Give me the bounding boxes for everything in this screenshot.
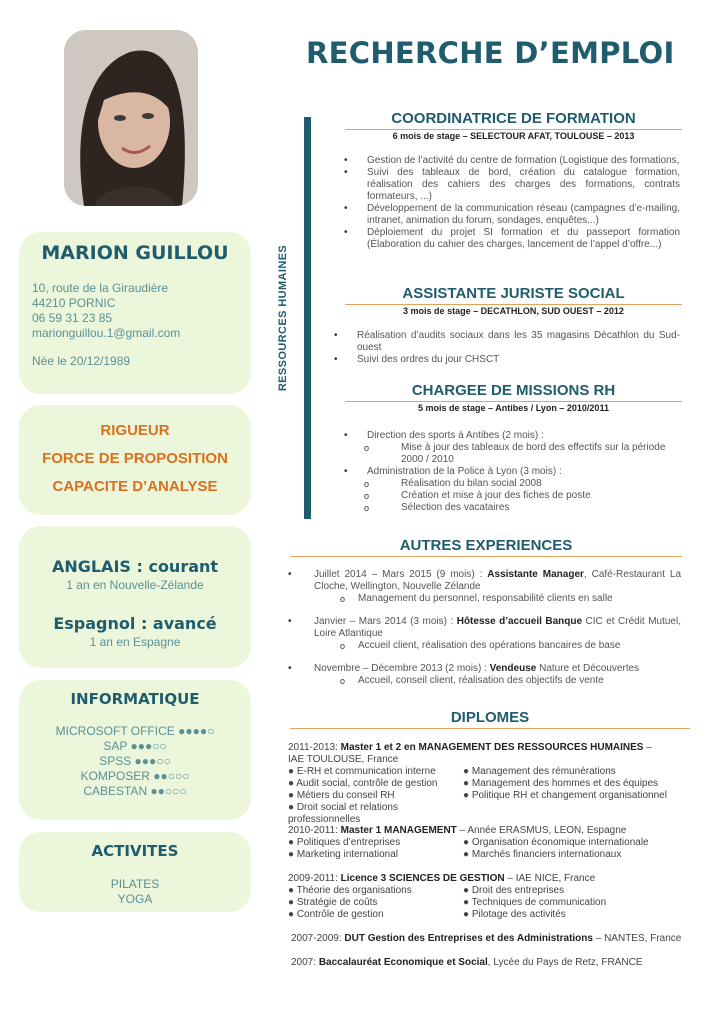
profile-photo: [64, 30, 198, 206]
language-spanish: Espagnol : avancé: [53, 614, 217, 633]
experience-dates: Novembre – Décembre 2013 (2 mois) :: [314, 663, 490, 674]
course-item: ● E-RH et communication interne: [288, 766, 436, 777]
contact-info: [32, 281, 180, 341]
job-1-bullets: [340, 155, 680, 251]
activity-item: YOGA: [117, 892, 153, 906]
job-1-header: [345, 110, 682, 141]
experience-detail: o Accueil client, réalisation des opérations bancaires de base: [288, 640, 681, 652]
course-item: ● Contrôle de gestion: [288, 909, 384, 920]
course-item: ● Management des rémunérations: [463, 766, 616, 777]
course-item: ● Métiers du conseil RH: [288, 790, 395, 801]
autres-header: [290, 537, 682, 557]
address-line-2: 44210 PORNIC: [32, 296, 116, 310]
diploma-name: Master 1 et 2 en MANAGEMENT DES RESSOURCES HUMAINES: [340, 742, 644, 753]
list-subitem: o Création et mise à jour des fiches de poste: [364, 490, 680, 502]
diploma-name: Master 1 MANAGEMENT: [340, 825, 457, 836]
diploma-name: Baccalauréat Economique et Social: [318, 957, 488, 968]
profile-card: [19, 232, 251, 394]
experience-dates: Janvier – Mars 2014 (3 mois) :: [314, 616, 457, 627]
it-skill: KOMPOSER ●●○○○: [80, 769, 190, 783]
activites-title: ACTIVITES: [91, 842, 179, 860]
language-english: ANGLAIS : courant: [51, 557, 219, 576]
course-item: ● Théorie des organisations: [288, 885, 412, 896]
experience-role: Assistante Manager: [487, 569, 584, 580]
experience-place: Nature et Découvertes: [536, 663, 640, 674]
birth-date: Née le 20/12/1989: [32, 354, 131, 368]
course-item: ● Politique RH et changement organisationnel: [463, 790, 667, 801]
diploma-1: [288, 742, 703, 826]
diploma-suffix: –: [643, 742, 652, 753]
it-skill: SAP ●●●○○: [103, 739, 167, 753]
job-title: CHARGEE DE MISSIONS RH: [411, 382, 616, 399]
experience-item: [288, 663, 681, 675]
activites-card: [19, 832, 251, 912]
diploma-2: [288, 825, 703, 861]
quality-item: CAPACITE D’ANALYSE: [52, 478, 218, 495]
diploma-school: IAE TOULOUSE, France: [288, 754, 399, 765]
course-item: ● Pilotage des activités: [463, 909, 566, 920]
list-item: • Réalisation d’audits sociaux dans les 35 magasins Décathlon du Sud-ouest: [330, 330, 680, 354]
informatique-title: INFORMATIQUE: [70, 690, 200, 708]
diplomes-header: [290, 709, 690, 729]
job-title: COORDINATRICE DE FORMATION: [391, 110, 636, 127]
experience-role: Vendeuse: [489, 663, 537, 674]
side-label: RESSOURCES HUMAINES: [277, 244, 289, 392]
section-title: AUTRES EXPERIENCES: [399, 537, 573, 554]
candidate-name: MARION GUILLOU: [41, 242, 229, 264]
diploma-year: 2010-2011:: [288, 825, 341, 836]
it-skill: MICROSOFT OFFICE ●●●●○: [55, 724, 215, 738]
vertical-divider: [304, 117, 311, 519]
it-skill: SPSS ●●●○○: [99, 754, 171, 768]
address-line-1: 10, route de la Giraudière: [32, 281, 169, 295]
languages-card: [19, 526, 251, 668]
diploma-year: 2011-2013:: [288, 742, 341, 753]
language-note: 1 an en Espagne: [89, 635, 181, 649]
quality-item: RIGUEUR: [100, 422, 170, 439]
experience-role: Hôtesse d’accueil Banque: [456, 616, 583, 627]
course-item: ● Politiques d’entreprises: [288, 837, 401, 848]
list-item: • Direction des sports à Antibes (2 mois) :: [340, 430, 680, 442]
divider-line: [290, 556, 682, 557]
diploma-school: – IAE NICE, France: [504, 873, 596, 884]
job-subtitle: 5 mois de stage – Antibes / Lyon – 2010/2011: [418, 403, 609, 413]
list-item: • Déploiement du projet SI formation et du passeport formation (Élaboration du cahier des charges, lancement de l’appel d’offre...): [340, 227, 680, 251]
course-item: ● Techniques de communication: [463, 897, 607, 908]
section-title: DIPLOMES: [450, 709, 530, 726]
list-item: • Suivi des tableaux de bord, création du catalogue formation, réalisation des cahiers des charges des formations, contrats formateurs, ...): [340, 167, 680, 203]
diploma-5: [291, 957, 642, 969]
diploma-school: – Année ERASMUS, LEON, Espagne: [456, 825, 627, 836]
list-item: • Suivi des ordres du jour CHSCT: [330, 354, 680, 366]
list-subitem: o Réalisation du bilan social 2008: [364, 478, 680, 490]
experience-place: CIC et Crédit Mutuel, Loire Atlantique: [314, 616, 681, 639]
experience-detail: o Accueil, conseil client, réalisation des objectifs de vente: [288, 675, 681, 687]
experience-place: , Café-Restaurant La Cloche, Wellington, Nouvelle Zélande: [314, 569, 682, 592]
list-item: • Administration de la Police à Lyon (3 mois) :: [340, 466, 680, 478]
diploma-name: Licence 3 SCIENCES DE GESTION: [340, 873, 505, 884]
job-3-header: [345, 382, 682, 413]
diploma-year: 2009-2011:: [288, 873, 341, 884]
diploma-school: – NANTES, France: [592, 933, 682, 944]
list-subitem: o Mise à jour des tableaux de bord des effectifs sur la période 2000 / 2010: [364, 442, 680, 466]
course-item: ● Marketing international: [288, 849, 398, 860]
phone: 06 59 31 23 85: [32, 311, 113, 325]
diploma-year: 2007:: [291, 957, 319, 968]
divider-line: [345, 304, 682, 305]
quality-item: FORCE DE PROPOSITION: [42, 450, 228, 467]
list-item: • Développement de la communication réseau (campagnes d’e-mailing, intranet, animation du forum, sondages, enquêtes...): [340, 203, 680, 227]
activity-item: PILATES: [110, 877, 160, 891]
job-subtitle: 3 mois de stage – DECATHLON, SUD OUEST – 2012: [403, 306, 624, 316]
page-title: RECHERCHE D’EMPLOI: [306, 36, 675, 70]
diploma-year: 2007-2009:: [291, 933, 345, 944]
list-subitem: o Sélection des vacataires: [364, 502, 680, 514]
divider-line: [290, 728, 690, 729]
job-subtitle: 6 mois de stage – SELECTOUR AFAT, TOULOUSE – 2013: [392, 131, 635, 141]
list-item: • Gestion de l’activité du centre de formation (Logistique des formations,: [340, 155, 680, 167]
job-2-header: [345, 285, 682, 316]
course-item: ● Audit social, contrôle de gestion: [288, 778, 438, 789]
experience-item: [288, 616, 681, 640]
experience-dates: Juillet 2014 – Mars 2015 (9 mois) :: [314, 569, 488, 580]
diploma-4: [291, 933, 681, 945]
language-note: 1 an en Nouvelle-Zélande: [66, 578, 204, 592]
qualities-card: [19, 405, 251, 515]
course-item: ● Droit social et relations professionnelles: [288, 802, 398, 825]
job-title: ASSISTANTE JURISTE SOCIAL: [402, 285, 625, 302]
informatique-card: [19, 680, 251, 820]
job-2-bullets: [330, 330, 680, 366]
experience-item: [288, 569, 681, 593]
course-item: ● Marchés financiers internationaux: [463, 849, 622, 860]
divider-line: [345, 129, 682, 130]
diploma-3: [288, 873, 703, 921]
divider-line: [345, 401, 682, 402]
email: marionguillou.1@gmail.com: [32, 326, 181, 340]
experience-detail: o Management du personnel, responsabilité clients en salle: [288, 593, 681, 605]
it-skill: CABESTAN ●●○○○: [83, 784, 187, 798]
autres-experiences: [288, 569, 681, 687]
diploma-name: DUT Gestion des Entreprises et des Administrations: [344, 933, 593, 944]
course-item: ● Stratégie de coûts: [288, 897, 378, 908]
course-item: ● Management des hommes et des équipes: [463, 778, 659, 789]
diploma-school: , Lycée du Pays de Retz, FRANCE: [487, 957, 643, 968]
course-item: ● Droit des entreprises: [463, 885, 565, 896]
course-item: ● Organisation économique internationale: [463, 837, 649, 848]
job-3-bullets: [340, 430, 680, 514]
